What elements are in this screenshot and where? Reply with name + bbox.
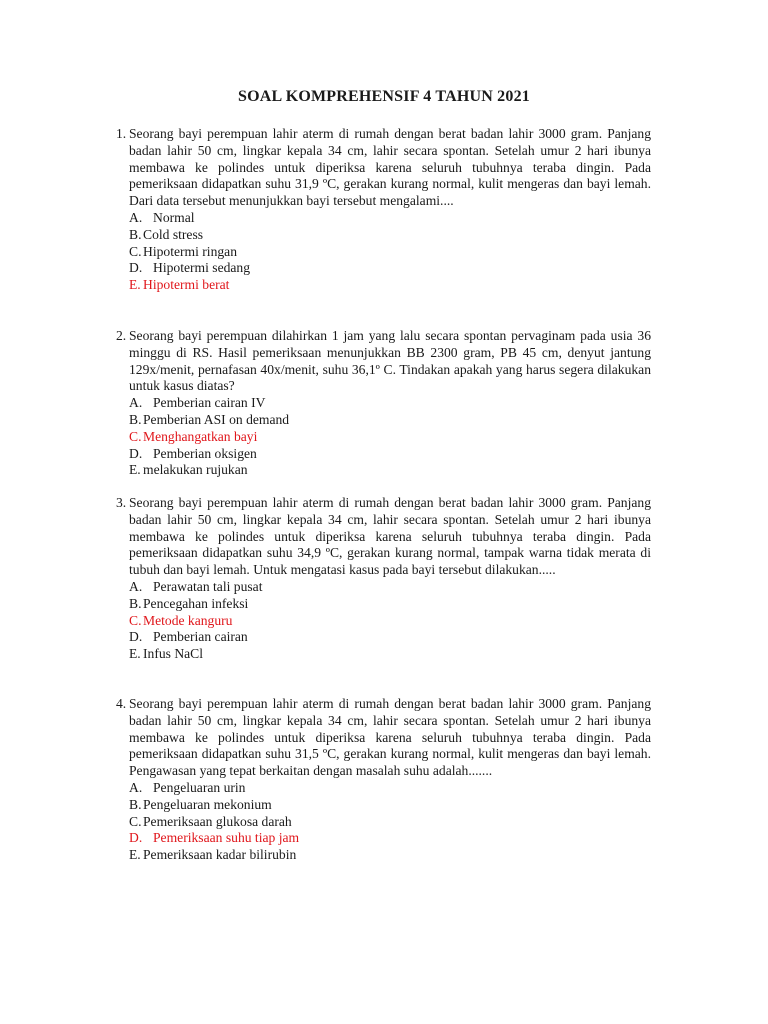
answer-options [116,780,651,864]
option-letter: B. [129,796,142,812]
option-letter: E. [129,646,141,662]
option-text: Pemeriksaan glukosa darah [143,813,292,829]
option-text: Hipotermi sedang [153,260,251,276]
option-text: Metode kanguru [143,612,233,628]
option-letter: A. [129,779,143,795]
question-text: Seorang bayi perempuan lahir aterm di rumah dengan berat badan lahir 3000 gram. Panjang badan lahir 50 cm, lingkar kepala 34 cm, lahir secara spontan. Setelah umur 2 hari ibunya membawa ke polindes untuk diperiksa karena seluruh tubuhnya teraba dingin. Pada pemeriksaan didapatkan suhu 31,9 ºC, gerakan kurang normal, kulit mengeras dan bayi lemah. Dari data tersebut menunjukkan bayi tersebut mengalami.... [129,126,651,209]
page-title: SOAL KOMPREHENSIF 4 TAHUN 2021 [238,88,530,105]
question-4 [116,696,651,864]
question-stem [116,696,651,780]
answer-options [116,210,651,294]
option-letter: B. [129,411,142,427]
option-text: Perawatan tali pusat [153,578,263,594]
option-text: Cold stress [143,226,204,242]
option-letter: E. [129,462,141,478]
option-c-correct-answer [129,613,651,630]
option-c [129,814,651,831]
option-c [129,244,651,261]
option-text: Normal [153,209,195,225]
question-number: 1. [116,126,127,141]
option-d-correct-answer [129,830,651,847]
option-text: Menghangatkan bayi [143,428,258,444]
option-text: Pemeriksaan kadar bilirubin [143,847,297,863]
question-number: 4. [116,696,127,711]
option-letter: B. [129,226,142,242]
option-text: Pencegahan infeksi [143,595,249,611]
option-text: Hipotermi ringan [143,243,238,259]
option-c-correct-answer [129,429,651,446]
option-letter: C. [129,428,142,444]
question-3 [116,495,651,663]
option-text: Pemberian cairan [153,629,248,645]
option-text: Pemberian oksigen [153,445,257,461]
option-letter: C. [129,243,142,259]
question-2 [116,328,651,479]
option-b [129,596,651,613]
answer-options [116,395,651,479]
question-stem [116,126,651,210]
question-number: 2. [116,328,127,343]
option-d [129,446,651,463]
option-letter: C. [129,612,142,628]
option-e [129,847,651,864]
option-letter: A. [129,395,143,411]
question-text: Seorang bayi perempuan lahir aterm di rumah dengan berat badan lahir 3000 gram. Panjang badan lahir 50 cm, lingkar kepala 34 cm, lahir secara spontan. Setelah umur 2 hari ibunya membawa ke polindes untuk diperiksa karena seluruh tubuhnya teraba dingin. Pada pemeriksaan didapatkan suhu 31,5 ºC, gerakan kurang normal, kulit mengeras dan bayi lemah. Pengawasan yang tepat berkaitan dengan masalah suhu adalah....... [129,696,651,779]
option-letter: D. [129,629,143,645]
option-a [129,780,651,797]
option-a [129,395,651,412]
option-letter: D. [129,830,143,846]
question-stem [116,495,651,579]
option-text: Hipotermi berat [143,277,230,293]
option-text: melakukan rujukan [143,462,248,478]
option-e-correct-answer [129,277,651,294]
option-text: Pemeriksaan suhu tiap jam [153,830,300,846]
option-text: Pengeluaran urin [153,779,246,795]
option-b [129,227,651,244]
option-letter: A. [129,578,143,594]
option-letter: B. [129,595,142,611]
option-d [129,629,651,646]
question-text: Seorang bayi perempuan lahir aterm di rumah dengan berat badan lahir 3000 gram. Panjang badan lahir 50 cm, lingkar kepala 34 cm, lahir secara spontan. Setelah umur 2 hari ibunya membawa ke polindes untuk diperiksa karena seluruh tubuhnya teraba dingin. Pada pemeriksaan didapatkan suhu 34,9 ºC, gerakan kurang normal, tampak warna tidak merata di tubuh dan bayi lemah. Untuk mengatasi kasus pada bayi tersebut dilakukan..... [129,495,651,578]
option-b [129,797,651,814]
question-number: 3. [116,495,127,510]
option-e [129,646,651,663]
option-text: Infus NaCl [143,646,204,662]
option-a [129,210,651,227]
option-text: Pemberian cairan IV [153,395,266,411]
question-1 [116,126,651,294]
option-letter: E. [129,847,141,863]
option-text: Pengeluaran mekonium [143,796,272,812]
question-text: Seorang bayi perempuan dilahirkan 1 jam yang lalu secara spontan pervaginam pada usia 36 minggu di RS. Hasil pemeriksaan menunjukkan BB 2300 gram, PB 45 cm, denyut jantung 129x/menit, pernafasan 40x/menit, suhu 36,1º C. Tindakan apakah yang harus segera dilakukan untuk kasus diatas? [129,328,651,394]
option-letter: E. [129,277,141,293]
option-d [129,260,651,277]
option-letter: C. [129,813,142,829]
option-letter: D. [129,260,143,276]
question-stem [116,328,651,395]
answer-options [116,579,651,663]
option-letter: D. [129,445,143,461]
option-text: Pemberian ASI on demand [143,411,290,427]
option-letter: A. [129,209,143,225]
option-a [129,579,651,596]
option-e [129,462,651,479]
option-b [129,412,651,429]
